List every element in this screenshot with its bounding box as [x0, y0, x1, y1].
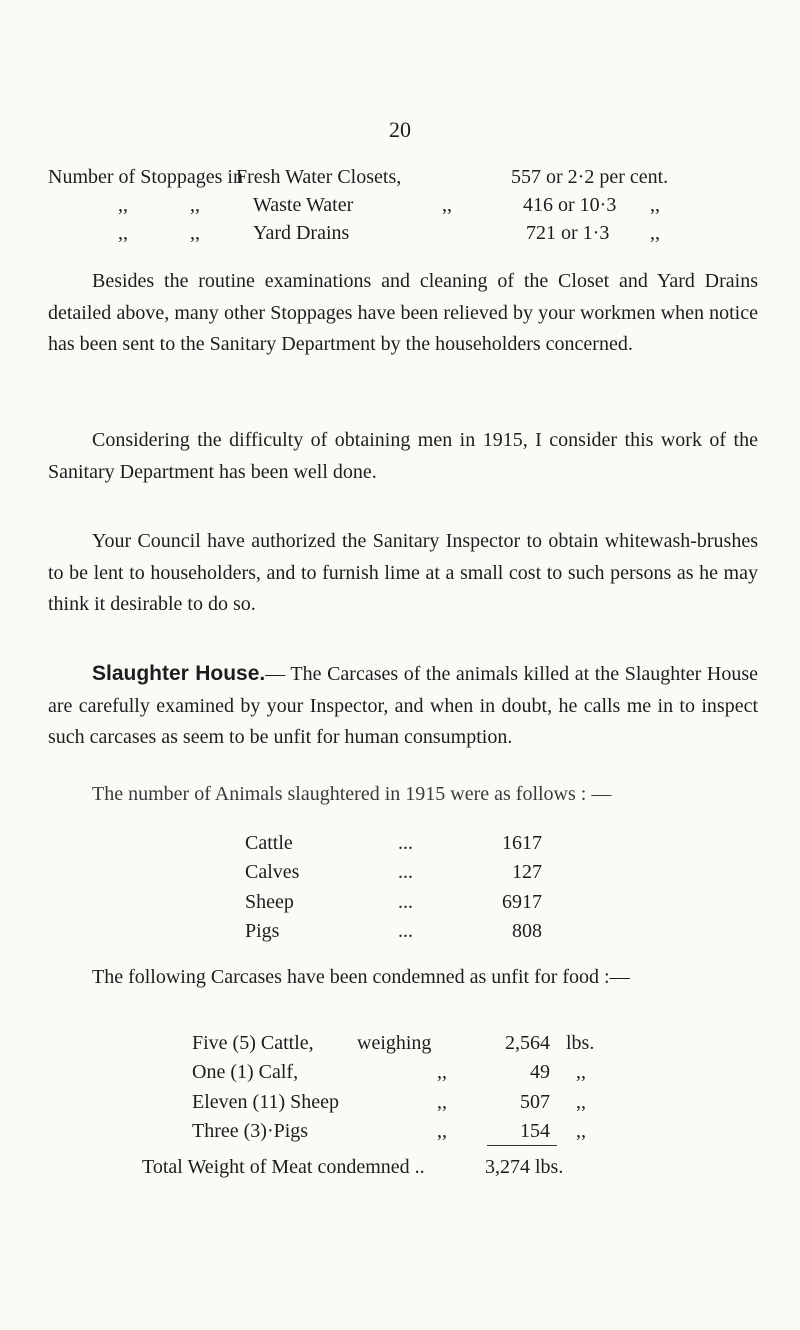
animal-name: Sheep — [245, 891, 294, 913]
condemned-label: Eleven (11) Sheep — [192, 1091, 339, 1113]
stoppage-value: 721 or 1·3 — [526, 222, 610, 244]
stoppage-type: Waste Water — [253, 194, 354, 216]
ditto-mark: ,, — [650, 222, 660, 244]
condemned-intro: The following Carcases have been condemned as unfit for food :— — [92, 966, 630, 988]
condemned-mid: ,, — [437, 1061, 447, 1083]
condemned-mid: ,, — [437, 1120, 447, 1142]
ditto-mark: ,, — [118, 222, 128, 244]
animal-count: 127 — [512, 861, 542, 883]
ditto-mark: ,, — [118, 194, 128, 216]
animal-name: Calves — [245, 861, 300, 883]
stoppage-value: 416 or 10·3 — [523, 194, 617, 216]
leader-dots: ... — [398, 891, 413, 913]
condemned-label: Five (5) Cattle, — [192, 1032, 314, 1054]
ditto-mark: ,, — [190, 222, 200, 244]
ditto-mark: ,, — [190, 194, 200, 216]
leader-dots: ... — [398, 920, 413, 942]
condemned-weight: 154 — [520, 1120, 550, 1142]
stoppages-intro: Number of Stoppages in — [48, 166, 243, 188]
animal-count: 1617 — [502, 832, 542, 854]
condemned-weight: 507 — [520, 1091, 550, 1113]
condemned-weight: 49 — [530, 1061, 550, 1083]
besides-paragraph: Besides the routine examinations and cleaning of the Closet and Yard Drains detailed above, many other Stoppages have been relieved by your workmen when notice has been sent to the Sanitary Department by the householders concerned. — [48, 270, 758, 355]
condemned-weight: 2,564 — [505, 1032, 550, 1054]
condemned-label: One (1) Calf, — [192, 1061, 299, 1083]
total-label: Total Weight of Meat condemned .. — [142, 1156, 425, 1178]
condemned-mid: weighing — [357, 1032, 432, 1054]
leader-dots: ... — [398, 861, 413, 883]
condemned-label: Three (3)·Pigs — [192, 1120, 309, 1142]
animal-name: Cattle — [245, 832, 293, 854]
slaughter-house-text: — The Carcases of the animals killed at the Slaughter House are carefully examined by your Inspector, and when in doubt, he calls me in to inspect such carcases as seem to be unfit for human consumption. — [48, 663, 758, 748]
condemned-unit: ,, — [576, 1120, 586, 1142]
ditto-mark: ,, — [442, 194, 452, 216]
animal-count: 808 — [512, 920, 542, 942]
considering-paragraph: Considering the difficulty of obtaining men in 1915, I consider this work of the Sanitary Department has been well done. — [48, 429, 758, 483]
animal-name: Pigs — [245, 920, 280, 942]
condemned-unit: ,, — [576, 1091, 586, 1113]
total-value: 3,274 lbs. — [485, 1156, 564, 1178]
slaughter-house-paragraph — [48, 658, 758, 754]
leader-dots: ... — [398, 832, 413, 854]
condemned-unit: ,, — [576, 1061, 586, 1083]
animals-intro: The number of Animals slaughtered in 1915 were as follows : — — [92, 783, 612, 805]
stoppage-type: Fresh Water Closets, — [236, 166, 402, 188]
stoppage-value: 557 or 2·2 per cent. — [511, 166, 669, 188]
stoppage-type: Yard Drains — [253, 222, 350, 244]
condemned-mid: ,, — [437, 1091, 447, 1113]
condemned-unit: lbs. — [566, 1032, 595, 1054]
council-paragraph: Your Council have authorized the Sanitary Inspector to obtain whitewash-brushes to be lent to householders, and to furnish lime at a small cost to such persons as he may think it desirable to do so. — [48, 530, 758, 615]
page-number: 20 — [389, 117, 411, 142]
total-divider — [487, 1145, 557, 1146]
slaughter-house-heading: Slaughter House. — [92, 662, 266, 685]
animal-count: 6917 — [502, 891, 542, 913]
ditto-mark: ,, — [650, 194, 660, 216]
